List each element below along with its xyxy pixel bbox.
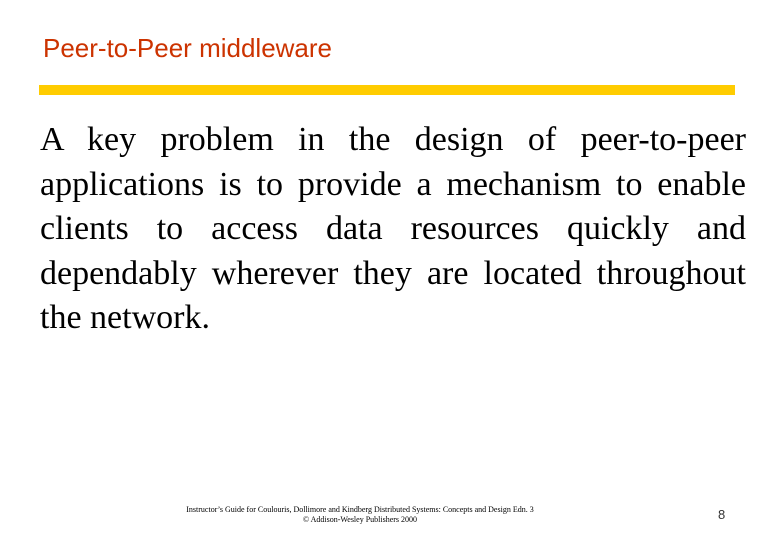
title-rule-bar xyxy=(39,85,735,95)
page-number: 8 xyxy=(718,507,726,522)
body-text: A key problem in the design of peer-to-peer applications is to provide a mechanism to enable clients to access data resources quickly and dependably wherever they are located throughout the network. xyxy=(40,121,746,336)
title-rule xyxy=(39,85,735,95)
slide-title: Peer-to-Peer middleware xyxy=(43,33,333,63)
footer xyxy=(130,505,590,525)
footer-copyright: © Addison-Wesley Publishers 2000 xyxy=(302,515,418,524)
footer-credit: Instructor’s Guide for Coulouris, Dollimore and Kindberg Distributed Systems: Concepts and Design Edn. 3 xyxy=(186,505,534,514)
